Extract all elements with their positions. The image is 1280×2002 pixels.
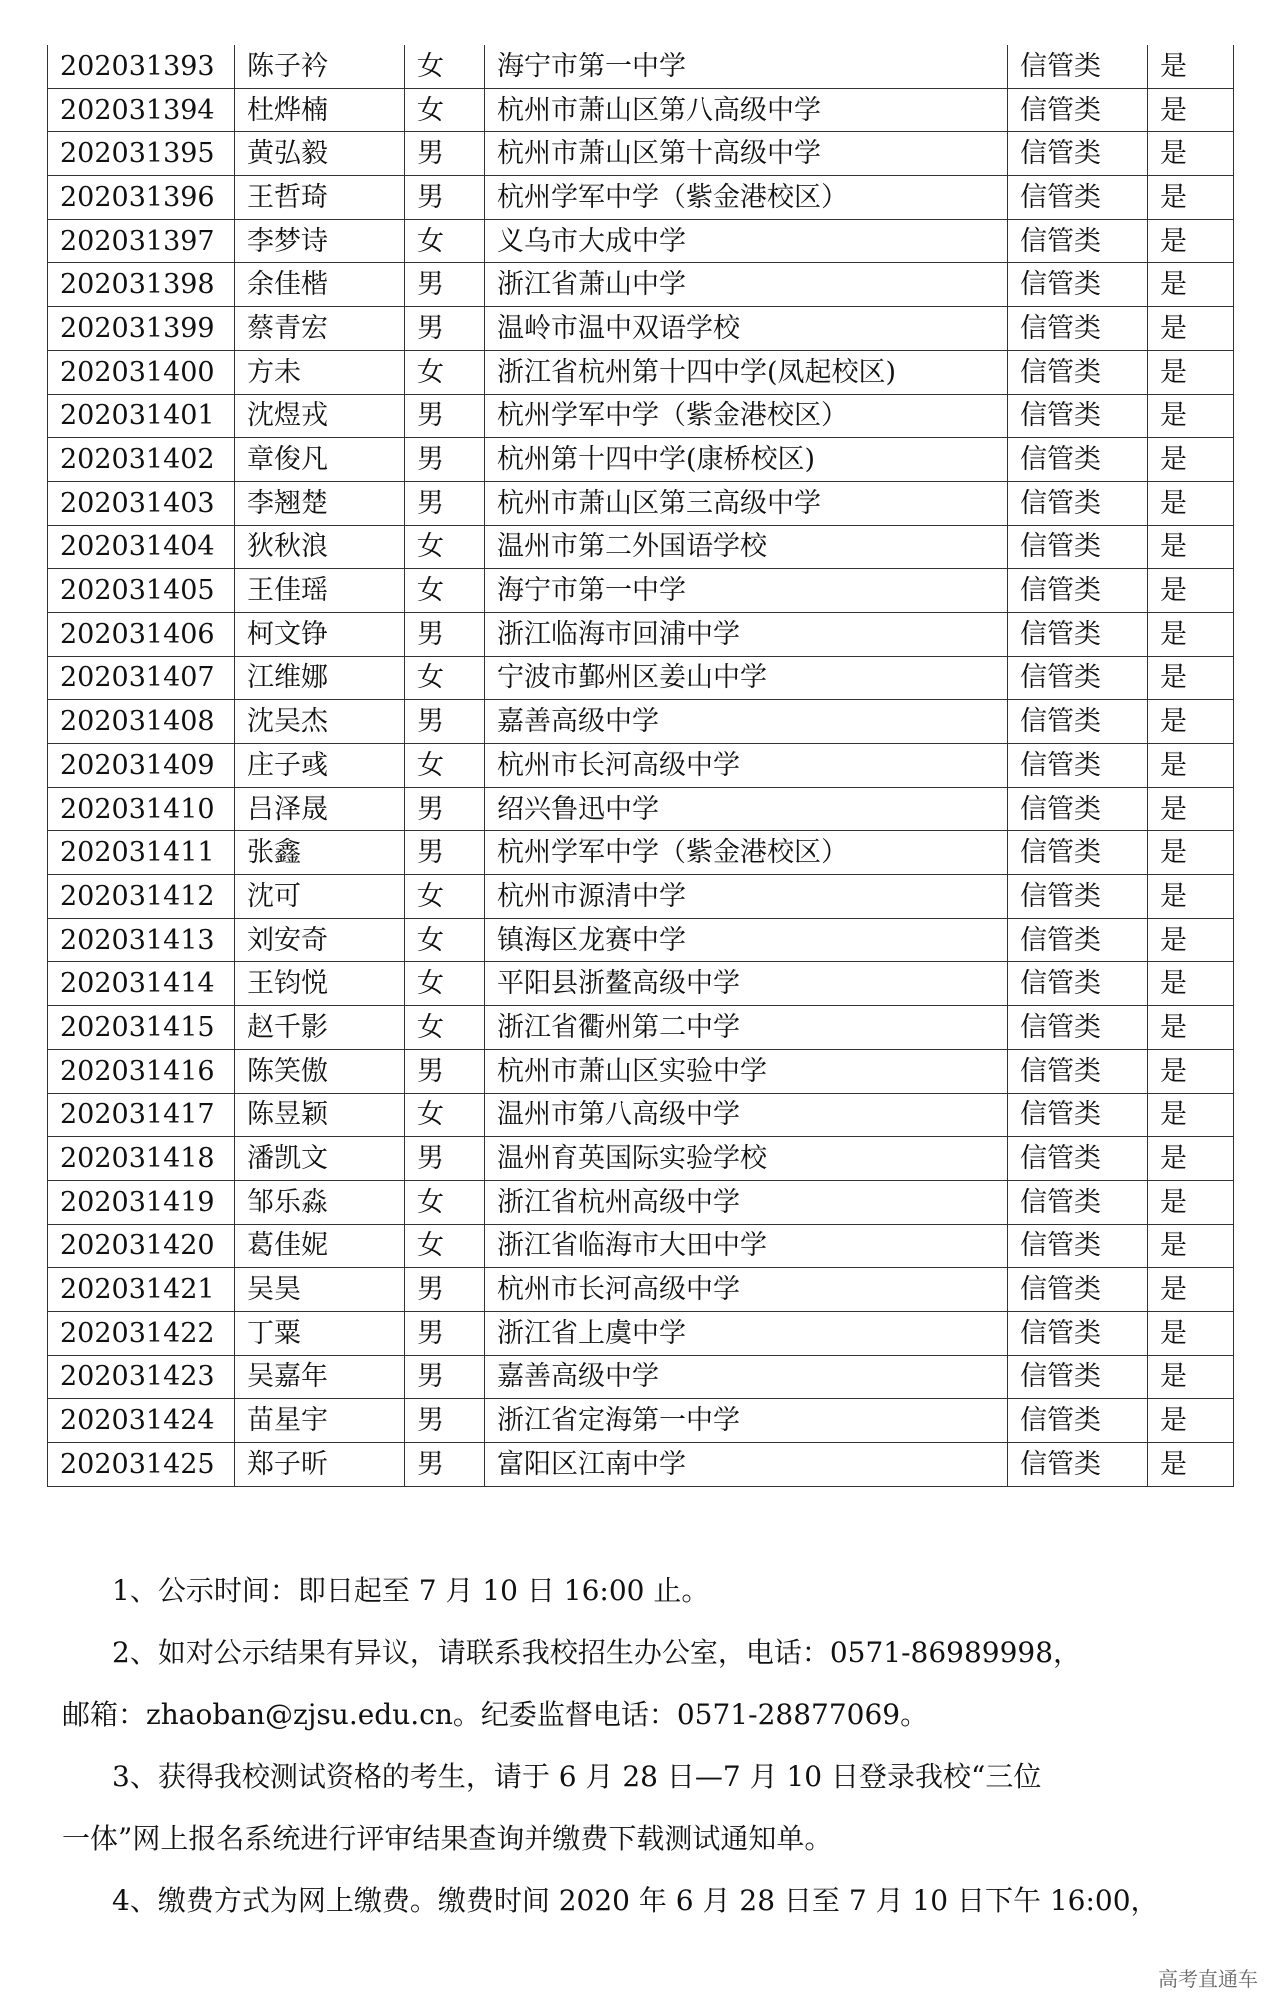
- cell-school: 海宁市第一中学: [485, 569, 1008, 613]
- cell-category: 信管类: [1008, 394, 1148, 438]
- cell-school: 浙江省萧山中学: [485, 263, 1008, 307]
- cell-category: 信管类: [1008, 525, 1148, 569]
- cell-gender: 女: [405, 45, 485, 88]
- cell-qualified: 是: [1148, 1180, 1234, 1224]
- cell-exam-number: 202031424: [48, 1399, 235, 1443]
- cell-qualified: 是: [1148, 831, 1234, 875]
- table-row: [48, 1006, 1234, 1050]
- cell-school: 杭州市萧山区第八高级中学: [485, 88, 1008, 132]
- cell-category: 信管类: [1008, 744, 1148, 788]
- table-row: [48, 307, 1234, 351]
- table-row: [48, 45, 1234, 88]
- cell-student-name: 余佳楷: [235, 263, 405, 307]
- cell-school: 温州市第二外国语学校: [485, 525, 1008, 569]
- cell-qualified: 是: [1148, 962, 1234, 1006]
- cell-gender: 女: [405, 918, 485, 962]
- cell-gender: 男: [405, 831, 485, 875]
- cell-qualified: 是: [1148, 438, 1234, 482]
- table-row: [48, 1049, 1234, 1093]
- cell-school: 平阳县浙鳌高级中学: [485, 962, 1008, 1006]
- cell-student-name: 李梦诗: [235, 219, 405, 263]
- cell-school: 浙江省杭州高级中学: [485, 1180, 1008, 1224]
- cell-category: 信管类: [1008, 481, 1148, 525]
- cell-gender: 女: [405, 1093, 485, 1137]
- cell-student-name: 狄秋浪: [235, 525, 405, 569]
- cell-exam-number: 202031393: [48, 45, 235, 88]
- cell-exam-number: 202031417: [48, 1093, 235, 1137]
- cell-student-name: 沈可: [235, 875, 405, 919]
- cell-student-name: 丁粟: [235, 1311, 405, 1355]
- cell-gender: 女: [405, 744, 485, 788]
- cell-student-name: 王钧悦: [235, 962, 405, 1006]
- table-row: [48, 219, 1234, 263]
- notice-objection-contact-continued: 邮箱：zhaoban@zjsu.edu.cn。纪委监督电话：0571-28877069。: [62, 1698, 929, 1731]
- cell-category: 信管类: [1008, 88, 1148, 132]
- cell-student-name: 陈子衿: [235, 45, 405, 88]
- cell-gender: 男: [405, 132, 485, 176]
- cell-gender: 男: [405, 1355, 485, 1399]
- cell-exam-number: 202031421: [48, 1268, 235, 1312]
- table-row: [48, 744, 1234, 788]
- cell-qualified: 是: [1148, 744, 1234, 788]
- cell-gender: 女: [405, 1224, 485, 1268]
- cell-category: 信管类: [1008, 1311, 1148, 1355]
- cell-qualified: 是: [1148, 307, 1234, 351]
- cell-qualified: 是: [1148, 1049, 1234, 1093]
- cell-qualified: 是: [1148, 132, 1234, 176]
- cell-gender: 男: [405, 1399, 485, 1443]
- cell-school: 温州育英国际实验学校: [485, 1137, 1008, 1181]
- cell-qualified: 是: [1148, 1399, 1234, 1443]
- cell-exam-number: 202031406: [48, 612, 235, 656]
- table-row: [48, 875, 1234, 919]
- cell-exam-number: 202031408: [48, 700, 235, 744]
- cell-category: 信管类: [1008, 438, 1148, 482]
- cell-student-name: 庄子彧: [235, 744, 405, 788]
- cell-exam-number: 202031414: [48, 962, 235, 1006]
- cell-qualified: 是: [1148, 612, 1234, 656]
- table-row: [48, 1443, 1234, 1487]
- cell-exam-number: 202031422: [48, 1311, 235, 1355]
- cell-exam-number: 202031398: [48, 263, 235, 307]
- cell-qualified: 是: [1148, 569, 1234, 613]
- cell-school: 浙江省杭州第十四中学(凤起校区): [485, 350, 1008, 394]
- cell-student-name: 杜烨楠: [235, 88, 405, 132]
- table-row: [48, 1355, 1234, 1399]
- cell-qualified: 是: [1148, 1224, 1234, 1268]
- cell-gender: 男: [405, 176, 485, 220]
- cell-category: 信管类: [1008, 831, 1148, 875]
- cell-category: 信管类: [1008, 45, 1148, 88]
- cell-category: 信管类: [1008, 176, 1148, 220]
- cell-school: 海宁市第一中学: [485, 45, 1008, 88]
- cell-school: 杭州市源清中学: [485, 875, 1008, 919]
- cell-category: 信管类: [1008, 656, 1148, 700]
- cell-qualified: 是: [1148, 176, 1234, 220]
- cell-school: 杭州第十四中学(康桥校区): [485, 438, 1008, 482]
- cell-gender: 男: [405, 700, 485, 744]
- cell-school: 嘉善高级中学: [485, 700, 1008, 744]
- cell-category: 信管类: [1008, 1399, 1148, 1443]
- cell-category: 信管类: [1008, 1006, 1148, 1050]
- cell-exam-number: 202031410: [48, 787, 235, 831]
- cell-qualified: 是: [1148, 219, 1234, 263]
- cell-qualified: 是: [1148, 700, 1234, 744]
- cell-student-name: 蔡青宏: [235, 307, 405, 351]
- cell-student-name: 江维娜: [235, 656, 405, 700]
- cell-category: 信管类: [1008, 350, 1148, 394]
- cell-qualified: 是: [1148, 787, 1234, 831]
- cell-exam-number: 202031423: [48, 1355, 235, 1399]
- cell-student-name: 沈吴杰: [235, 700, 405, 744]
- cell-gender: 男: [405, 394, 485, 438]
- cell-exam-number: 202031416: [48, 1049, 235, 1093]
- cell-gender: 女: [405, 1180, 485, 1224]
- cell-student-name: 苗星宇: [235, 1399, 405, 1443]
- cell-exam-number: 202031400: [48, 350, 235, 394]
- cell-exam-number: 202031403: [48, 481, 235, 525]
- cell-gender: 女: [405, 875, 485, 919]
- cell-student-name: 张鑫: [235, 831, 405, 875]
- cell-gender: 女: [405, 1006, 485, 1050]
- cell-category: 信管类: [1008, 263, 1148, 307]
- cell-student-name: 吕泽晟: [235, 787, 405, 831]
- cell-gender: 女: [405, 525, 485, 569]
- cell-gender: 男: [405, 1268, 485, 1312]
- cell-student-name: 赵千影: [235, 1006, 405, 1050]
- cell-qualified: 是: [1148, 1006, 1234, 1050]
- cell-qualified: 是: [1148, 1137, 1234, 1181]
- cell-qualified: 是: [1148, 394, 1234, 438]
- cell-exam-number: 202031394: [48, 88, 235, 132]
- cell-exam-number: 202031399: [48, 307, 235, 351]
- roster-body: [48, 45, 1234, 1486]
- cell-category: 信管类: [1008, 875, 1148, 919]
- cell-category: 信管类: [1008, 962, 1148, 1006]
- cell-student-name: 陈昱颖: [235, 1093, 405, 1137]
- cell-student-name: 章俊凡: [235, 438, 405, 482]
- cell-category: 信管类: [1008, 612, 1148, 656]
- table-row: [48, 350, 1234, 394]
- cell-student-name: 王佳瑶: [235, 569, 405, 613]
- cell-school: 杭州市萧山区第十高级中学: [485, 132, 1008, 176]
- cell-school: 温州市第八高级中学: [485, 1093, 1008, 1137]
- cell-gender: 女: [405, 219, 485, 263]
- cell-qualified: 是: [1148, 918, 1234, 962]
- cell-gender: 男: [405, 1311, 485, 1355]
- notice-publicity-period: 1、公示时间：即日起至 7 月 10 日 16:00 止。: [112, 1574, 710, 1607]
- cell-gender: 男: [405, 307, 485, 351]
- table-row: [48, 1399, 1234, 1443]
- cell-school: 义乌市大成中学: [485, 219, 1008, 263]
- cell-qualified: 是: [1148, 1093, 1234, 1137]
- cell-gender: 女: [405, 962, 485, 1006]
- notice-result-query: 3、获得我校测试资格的考生，请于 6 月 28 日—7 月 10 日登录我校“三位: [112, 1760, 1042, 1793]
- cell-qualified: 是: [1148, 875, 1234, 919]
- table-row: [48, 569, 1234, 613]
- cell-school: 杭州市长河高级中学: [485, 1268, 1008, 1312]
- cell-student-name: 葛佳妮: [235, 1224, 405, 1268]
- cell-student-name: 方未: [235, 350, 405, 394]
- cell-gender: 男: [405, 1049, 485, 1093]
- notice-payment-method: 4、缴费方式为网上缴费。缴费时间 2020 年 6 月 28 日至 7 月 10 日下午 16:00，: [112, 1884, 1159, 1917]
- cell-exam-number: 202031397: [48, 219, 235, 263]
- cell-exam-number: 202031402: [48, 438, 235, 482]
- cell-school: 杭州学军中学（紫金港校区）: [485, 831, 1008, 875]
- cell-school: 浙江临海市回浦中学: [485, 612, 1008, 656]
- cell-exam-number: 202031425: [48, 1443, 235, 1487]
- table-row: [48, 656, 1234, 700]
- cell-category: 信管类: [1008, 1268, 1148, 1312]
- cell-exam-number: 202031411: [48, 831, 235, 875]
- table-row: [48, 787, 1234, 831]
- cell-school: 浙江省定海第一中学: [485, 1399, 1008, 1443]
- notice-result-query-continued: 一体”网上报名系统进行评审结果查询并缴费下载测试通知单。: [62, 1822, 833, 1855]
- cell-category: 信管类: [1008, 1049, 1148, 1093]
- cell-qualified: 是: [1148, 1311, 1234, 1355]
- cell-exam-number: 202031405: [48, 569, 235, 613]
- table-row: [48, 394, 1234, 438]
- cell-student-name: 王哲琦: [235, 176, 405, 220]
- cell-school: 浙江省临海市大田中学: [485, 1224, 1008, 1268]
- cell-gender: 男: [405, 787, 485, 831]
- table-row: [48, 176, 1234, 220]
- cell-gender: 男: [405, 1443, 485, 1487]
- cell-exam-number: 202031419: [48, 1180, 235, 1224]
- cell-qualified: 是: [1148, 350, 1234, 394]
- table-row: [48, 962, 1234, 1006]
- cell-category: 信管类: [1008, 700, 1148, 744]
- cell-school: 温岭市温中双语学校: [485, 307, 1008, 351]
- cell-qualified: 是: [1148, 45, 1234, 88]
- cell-category: 信管类: [1008, 219, 1148, 263]
- cell-gender: 男: [405, 438, 485, 482]
- cell-student-name: 李翘楚: [235, 481, 405, 525]
- table-row: [48, 1093, 1234, 1137]
- cell-student-name: 黄弘毅: [235, 132, 405, 176]
- table-row: [48, 481, 1234, 525]
- cell-exam-number: 202031418: [48, 1137, 235, 1181]
- cell-school: 富阳区江南中学: [485, 1443, 1008, 1487]
- cell-category: 信管类: [1008, 1093, 1148, 1137]
- cell-gender: 男: [405, 263, 485, 307]
- cell-school: 嘉善高级中学: [485, 1355, 1008, 1399]
- cell-gender: 女: [405, 569, 485, 613]
- cell-qualified: 是: [1148, 1443, 1234, 1487]
- cell-student-name: 刘安奇: [235, 918, 405, 962]
- cell-exam-number: 202031413: [48, 918, 235, 962]
- cell-category: 信管类: [1008, 1180, 1148, 1224]
- cell-category: 信管类: [1008, 787, 1148, 831]
- cell-qualified: 是: [1148, 481, 1234, 525]
- table-row: [48, 612, 1234, 656]
- table-row: [48, 88, 1234, 132]
- cell-exam-number: 202031409: [48, 744, 235, 788]
- table-row: [48, 263, 1234, 307]
- cell-school: 绍兴鲁迅中学: [485, 787, 1008, 831]
- cell-qualified: 是: [1148, 1268, 1234, 1312]
- cell-gender: 男: [405, 612, 485, 656]
- table-row: [48, 1224, 1234, 1268]
- table-row: [48, 1180, 1234, 1224]
- cell-exam-number: 202031395: [48, 132, 235, 176]
- cell-category: 信管类: [1008, 132, 1148, 176]
- cell-student-name: 陈笑傲: [235, 1049, 405, 1093]
- cell-school: 杭州市长河高级中学: [485, 744, 1008, 788]
- cell-student-name: 潘凯文: [235, 1137, 405, 1181]
- admission-roster-table: [47, 45, 1234, 1487]
- cell-school: 杭州学军中学（紫金港校区）: [485, 394, 1008, 438]
- cell-student-name: 吴昊: [235, 1268, 405, 1312]
- cell-exam-number: 202031412: [48, 875, 235, 919]
- cell-category: 信管类: [1008, 1224, 1148, 1268]
- cell-gender: 男: [405, 1137, 485, 1181]
- table-row: [48, 831, 1234, 875]
- cell-exam-number: 202031407: [48, 656, 235, 700]
- cell-category: 信管类: [1008, 918, 1148, 962]
- cell-school: 宁波市鄞州区姜山中学: [485, 656, 1008, 700]
- cell-student-name: 沈煜戎: [235, 394, 405, 438]
- cell-gender: 女: [405, 656, 485, 700]
- table-row: [48, 1268, 1234, 1312]
- cell-category: 信管类: [1008, 569, 1148, 613]
- cell-exam-number: 202031415: [48, 1006, 235, 1050]
- table-row: [48, 1311, 1234, 1355]
- table-row: [48, 700, 1234, 744]
- cell-gender: 男: [405, 481, 485, 525]
- cell-qualified: 是: [1148, 656, 1234, 700]
- cell-student-name: 柯文铮: [235, 612, 405, 656]
- table-row: [48, 1137, 1234, 1181]
- cell-category: 信管类: [1008, 1443, 1148, 1487]
- table-row: [48, 918, 1234, 962]
- cell-school: 浙江省上虞中学: [485, 1311, 1008, 1355]
- cell-student-name: 吴嘉年: [235, 1355, 405, 1399]
- table-row: [48, 438, 1234, 482]
- cell-qualified: 是: [1148, 1355, 1234, 1399]
- cell-gender: 女: [405, 350, 485, 394]
- cell-qualified: 是: [1148, 263, 1234, 307]
- cell-school: 杭州市萧山区第三高级中学: [485, 481, 1008, 525]
- cell-school: 杭州市萧山区实验中学: [485, 1049, 1008, 1093]
- cell-school: 杭州学军中学（紫金港校区）: [485, 176, 1008, 220]
- cell-category: 信管类: [1008, 307, 1148, 351]
- table-row: [48, 525, 1234, 569]
- cell-exam-number: 202031396: [48, 176, 235, 220]
- table-row: [48, 132, 1234, 176]
- cell-qualified: 是: [1148, 525, 1234, 569]
- cell-school: 浙江省衢州第二中学: [485, 1006, 1008, 1050]
- watermark-text: 高考直通车: [1158, 1967, 1258, 1991]
- notice-objection-contact: 2、如对公示结果有异议，请联系我校招生办公室，电话：0571-86989998，: [112, 1636, 1082, 1669]
- cell-exam-number: 202031420: [48, 1224, 235, 1268]
- cell-exam-number: 202031404: [48, 525, 235, 569]
- cell-student-name: 邹乐淼: [235, 1180, 405, 1224]
- cell-school: 镇海区龙赛中学: [485, 918, 1008, 962]
- cell-category: 信管类: [1008, 1355, 1148, 1399]
- cell-qualified: 是: [1148, 88, 1234, 132]
- cell-gender: 女: [405, 88, 485, 132]
- cell-student-name: 郑子昕: [235, 1443, 405, 1487]
- cell-category: 信管类: [1008, 1137, 1148, 1181]
- cell-exam-number: 202031401: [48, 394, 235, 438]
